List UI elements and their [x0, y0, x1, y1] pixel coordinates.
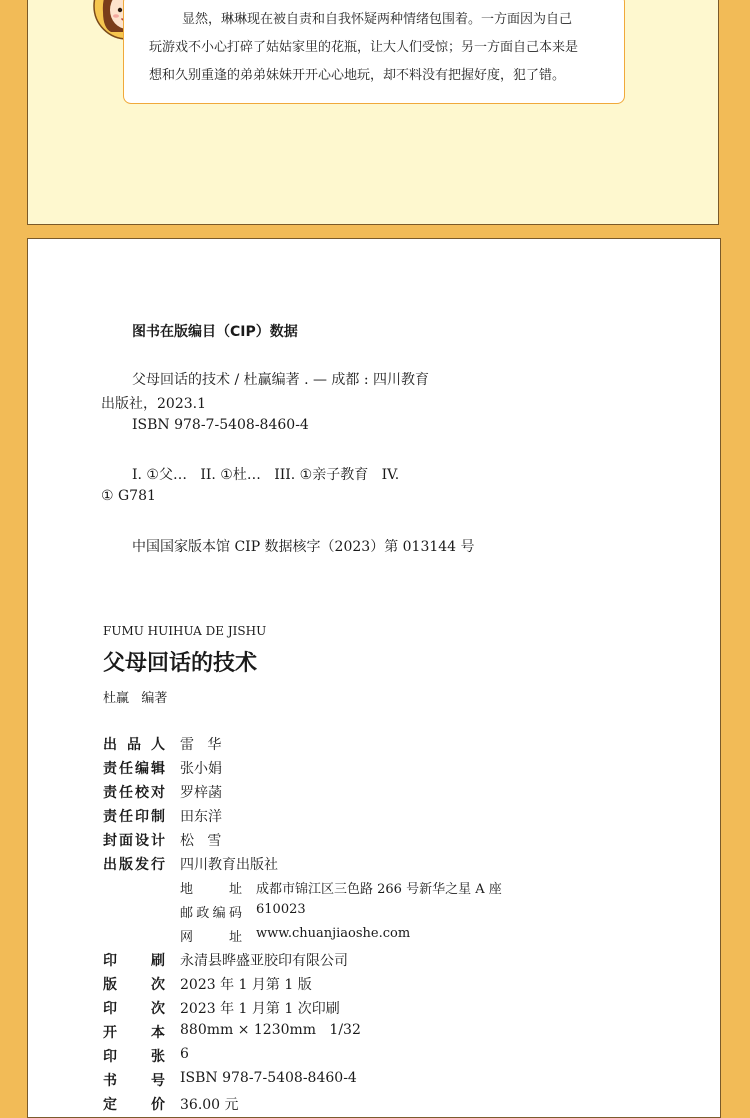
publisher-info-0-value: 成都市锦江区三色路 266 号新华之星 A 座 [256, 882, 502, 897]
publisher-info-2-label: 网址 [180, 930, 242, 945]
credit-4-value: 松 雪 [180, 833, 222, 849]
copyright-page [27, 238, 721, 1118]
credit-0-label: 出品人 [103, 737, 165, 753]
print-info-2-value: 2023 年 1 月第 1 次印刷 [180, 1001, 340, 1017]
print-info-4-value: 6 [180, 1046, 189, 1062]
credit-4-label: 封面设计 [103, 833, 165, 849]
print-info-1-label: 版次 [103, 977, 165, 993]
print-info-6-label: 定价 [103, 1097, 165, 1113]
print-info-3-label: 开本 [103, 1025, 165, 1041]
print-info-3-value: 880mm × 1230mm 1/32 [180, 1022, 361, 1038]
credit-5-value: 四川教育出版社 [180, 857, 278, 873]
publisher-info-0-label: 地址 [180, 882, 242, 897]
dialog-line-2: 玩游戏不小心打碎了姑姑家里的花瓶，让大人们受惊；另一方面自己本来是 [149, 40, 579, 55]
book-pinyin: FUMU HUIHUA DE JISHU [103, 624, 267, 638]
speech-bubble [123, 0, 625, 104]
credit-3-label: 责任印制 [103, 809, 165, 825]
credit-1-label: 责任编辑 [103, 761, 165, 777]
cip-verify: 中国国家版本馆 CIP 数据核字（2023）第 013144 号 [132, 539, 475, 555]
credit-2-label: 责任校对 [103, 785, 165, 801]
cip-heading: 图书在版编目（CIP）数据 [132, 324, 298, 340]
cip-line-1: 父母回话的技术 / 杜赢编著 . — 成都 : 四川教育 [132, 372, 430, 388]
dialog-line-3: 想和久别重逢的弟弟妹妹开开心心地玩，却不料没有把握好度，犯了错。 [149, 68, 566, 83]
dialog-line-1: 显然，琳琳现在被自责和自我怀疑两种情绪包围着。一方面因为自己 [182, 12, 573, 27]
credit-3-value: 田东洋 [180, 809, 222, 825]
cip-class-2: ① G781 [101, 488, 156, 504]
print-info-4-label: 印张 [103, 1049, 165, 1065]
print-info-0-value: 永清县晔盛亚胶印有限公司 [180, 953, 348, 969]
print-info-1-value: 2023 年 1 月第 1 版 [180, 977, 312, 993]
dialog-text [124, 6, 626, 90]
print-info-0-label: 印刷 [103, 953, 165, 969]
credit-0-value: 雷 华 [180, 737, 222, 753]
print-info-2-label: 印次 [103, 1001, 165, 1017]
publisher-info-1-value: 610023 [256, 902, 306, 917]
cip-class-1: I. ①父… II. ①杜… III. ①亲子教育 IV. [132, 467, 400, 483]
credit-5-label: 出版发行 [103, 857, 165, 873]
print-info-5-label: 书号 [103, 1073, 165, 1089]
print-info-5-value: ISBN 978-7-5408-8460-4 [180, 1070, 357, 1086]
cip-isbn: ISBN 978-7-5408-8460-4 [132, 417, 309, 433]
publisher-info-1-label: 邮政编码 [180, 906, 242, 921]
book-author: 杜赢 编著 [103, 691, 168, 706]
cip-line-2: 出版社，2023.1 [101, 396, 206, 412]
book-title: 父母回话的技术 [103, 650, 258, 676]
print-info-6-value: 36.00 元 [180, 1097, 239, 1113]
credit-2-value: 罗梓菡 [180, 785, 222, 801]
credit-1-value: 张小娟 [180, 761, 222, 777]
publisher-info-2-value: www.chuanjiaoshe.com [256, 926, 411, 941]
